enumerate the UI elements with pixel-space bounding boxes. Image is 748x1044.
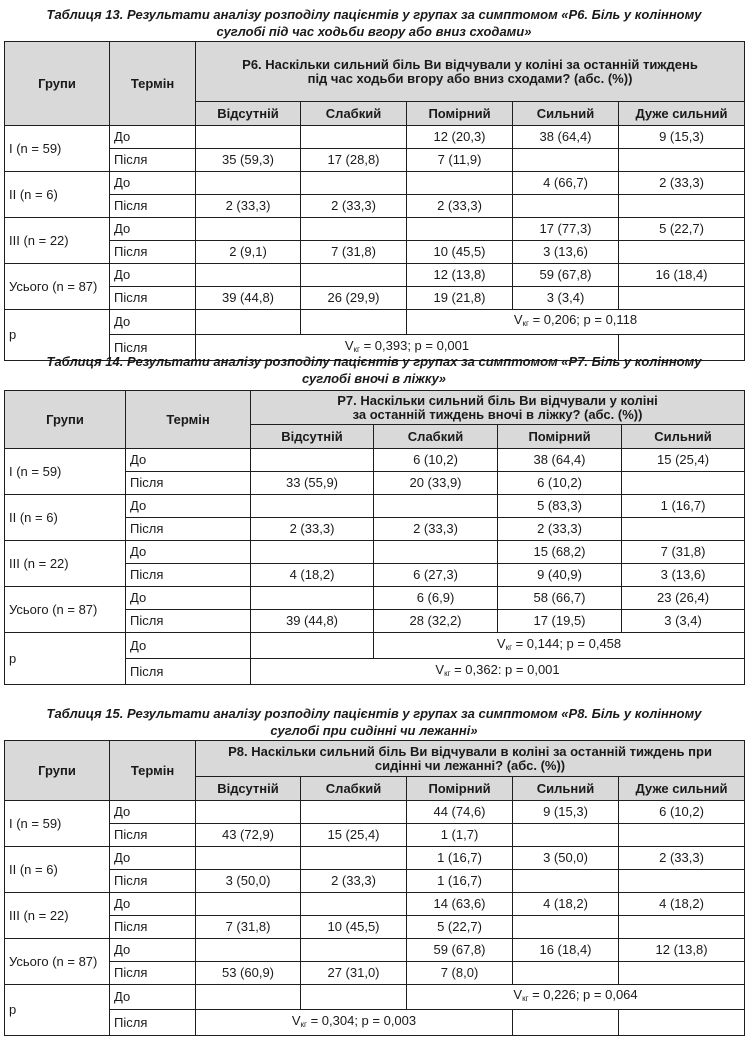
table-row: [5, 541, 745, 564]
cell-value: 59 (67,8): [407, 939, 513, 962]
cell-value: 3 (13,6): [513, 241, 619, 264]
cell-value: 39 (44,8): [251, 610, 374, 633]
column-header-term: Термін: [110, 42, 196, 126]
cell-value: [407, 172, 513, 195]
cell-value: 5 (83,3): [498, 495, 622, 518]
level-header: Дуже сильний: [619, 777, 745, 801]
cell-value: 10 (45,5): [407, 241, 513, 264]
cell-value: 6 (10,2): [619, 801, 745, 824]
cell-value: 16 (18,4): [619, 264, 745, 287]
cell-value: 3 (3,4): [513, 287, 619, 310]
level-header: Відсутній: [251, 425, 374, 449]
cell-value: 2 (33,3): [619, 847, 745, 870]
caption-line: суглобі вночі в ліжку»: [301, 371, 447, 386]
term-after: Після: [126, 610, 251, 633]
cell-value: [301, 893, 407, 916]
header-row: [5, 741, 745, 777]
cell-value: 16 (18,4): [513, 939, 619, 962]
term-after: Після: [110, 962, 196, 985]
cell-value: 6 (6,9): [374, 587, 498, 610]
level-header: Помірний: [498, 425, 622, 449]
term-after: Після: [126, 472, 251, 495]
cell-value: [513, 149, 619, 172]
cell-value: 38 (64,4): [513, 126, 619, 149]
cell-value: 5 (22,7): [619, 218, 745, 241]
cell-value: [196, 893, 301, 916]
column-header-groups: Групи: [5, 741, 110, 801]
cell-value: 15 (25,4): [301, 824, 407, 847]
term-after: Після: [110, 335, 196, 361]
term-after: Після: [126, 518, 251, 541]
term-before: До: [110, 310, 196, 335]
table-row: [5, 939, 745, 962]
column-header-groups: Групи: [5, 42, 110, 126]
cell-value: 3 (3,4): [622, 610, 745, 633]
term-before: До: [126, 449, 251, 472]
cell-value: 2 (33,3): [619, 172, 745, 195]
question-line: P7. Наскільки сильний біль Ви відчували у коліні: [337, 392, 658, 408]
cell-value: 2 (9,1): [196, 241, 301, 264]
cell-value: 1 (16,7): [622, 495, 745, 518]
cell-value: 43 (72,9): [196, 824, 301, 847]
caption-line: суглобі під час ходьби вгору або вниз сходами»: [216, 24, 532, 39]
cell-value: 17 (19,5): [498, 610, 622, 633]
cell-value: 38 (64,4): [498, 449, 622, 472]
cell-value: [513, 916, 619, 939]
p-value-before: $V_{кг} = 0,144$; p = 0,458: [374, 633, 745, 659]
p-value-before: $V_{кг} = 0,206$; p = 0,118: [407, 310, 745, 335]
level-header: Помірний: [407, 102, 513, 126]
cell-value: 2 (33,3): [251, 518, 374, 541]
cell-value: [196, 801, 301, 824]
cell-value: [619, 870, 745, 893]
cell-value: 12 (13,8): [407, 264, 513, 287]
cell-value: [301, 939, 407, 962]
table-15: [4, 740, 745, 1036]
cell-value: [513, 195, 619, 218]
cell-value: 6 (27,3): [374, 564, 498, 587]
cell-value: 59 (67,8): [513, 264, 619, 287]
cell-value: [513, 962, 619, 985]
cell-value: [251, 541, 374, 564]
cell-value: 5 (22,7): [407, 916, 513, 939]
p-value-before: $V_{кг} = 0,226$; p = 0,064: [407, 985, 745, 1010]
term-before: До: [110, 218, 196, 241]
cell-value: 53 (60,9): [196, 962, 301, 985]
cell-value: 39 (44,8): [196, 287, 301, 310]
table-row: [5, 172, 745, 195]
table-row: [5, 241, 745, 264]
empty-cell: [301, 310, 407, 335]
level-header: Сильний: [622, 425, 745, 449]
cell-value: [301, 264, 407, 287]
term-before: До: [126, 633, 251, 659]
term-after: Після: [126, 564, 251, 587]
table-row: [5, 495, 745, 518]
cell-value: 28 (32,2): [374, 610, 498, 633]
level-header: Дуже сильний: [619, 102, 745, 126]
empty-cell: [619, 1010, 745, 1036]
cell-value: 12 (20,3): [407, 126, 513, 149]
table-15-caption: [4, 705, 744, 739]
cell-value: 2 (33,3): [301, 195, 407, 218]
cell-value: 4 (18,2): [251, 564, 374, 587]
p-row: [5, 985, 745, 1010]
cell-value: [513, 824, 619, 847]
header-row: [5, 391, 745, 425]
cell-value: 23 (26,4): [622, 587, 745, 610]
term-before: До: [110, 172, 196, 195]
p-row: [5, 1010, 745, 1036]
cell-value: [301, 847, 407, 870]
p-label: p: [5, 985, 110, 1036]
level-header: Слабкий: [301, 102, 407, 126]
cell-value: [513, 870, 619, 893]
level-header: Сильний: [513, 777, 619, 801]
level-header: Слабкий: [374, 425, 498, 449]
group-label: II (n = 6): [5, 172, 110, 218]
cell-value: [251, 495, 374, 518]
cell-value: [301, 172, 407, 195]
term-before: До: [110, 126, 196, 149]
column-header-term: Термін: [110, 741, 196, 801]
cell-value: 2 (33,3): [301, 870, 407, 893]
question-line: сидінні чи лежанні? (абс. (%)): [374, 757, 566, 773]
table-row: [5, 893, 745, 916]
cell-value: 7 (11,9): [407, 149, 513, 172]
caption-line: Таблиця 14. Результати аналізу розподілу пацієнтів у групах за симптомом «P7. Біль у колінному: [46, 354, 702, 369]
question-header: [196, 741, 745, 777]
cell-value: 17 (77,3): [513, 218, 619, 241]
group-label: Усього (n = 87): [5, 587, 126, 633]
term-before: До: [126, 587, 251, 610]
cell-value: 33 (55,9): [251, 472, 374, 495]
empty-cell: [196, 310, 301, 335]
group-label: I (n = 59): [5, 449, 126, 495]
cell-value: 35 (59,3): [196, 149, 301, 172]
cell-value: 12 (13,8): [619, 939, 745, 962]
cell-value: 10 (45,5): [301, 916, 407, 939]
caption-line: суглобі при сидінні чи лежанні»: [270, 723, 478, 738]
cell-value: 9 (15,3): [619, 126, 745, 149]
term-after: Після: [110, 241, 196, 264]
cell-value: [619, 149, 745, 172]
level-header: Слабкий: [301, 777, 407, 801]
group-label: Усього (n = 87): [5, 264, 110, 310]
cell-value: [622, 472, 745, 495]
group-label: Усього (n = 87): [5, 939, 110, 985]
group-label: III (n = 22): [5, 893, 110, 939]
cell-value: 6 (10,2): [498, 472, 622, 495]
cell-value: [301, 126, 407, 149]
cell-value: [374, 495, 498, 518]
table-14: [4, 390, 745, 685]
cell-value: 7 (31,8): [301, 241, 407, 264]
cell-value: 7 (31,8): [196, 916, 301, 939]
cell-value: 15 (68,2): [498, 541, 622, 564]
cell-value: [619, 241, 745, 264]
term-before: До: [126, 541, 251, 564]
group-label: III (n = 22): [5, 218, 110, 264]
term-after: Після: [110, 287, 196, 310]
table-row: [5, 195, 745, 218]
empty-cell: [513, 1010, 619, 1036]
term-after: Після: [110, 870, 196, 893]
table-13: [4, 41, 745, 361]
p-row: [5, 310, 745, 335]
p-value-after: $V_{кг} = 0,304$; p = 0,003: [196, 1010, 513, 1036]
term-after: Після: [110, 824, 196, 847]
term-before: До: [110, 985, 196, 1010]
cell-value: [374, 541, 498, 564]
cell-value: 15 (25,4): [622, 449, 745, 472]
cell-value: 6 (10,2): [374, 449, 498, 472]
question-header: [196, 42, 745, 102]
empty-cell: [301, 985, 407, 1010]
cell-value: [619, 962, 745, 985]
level-header: Відсутній: [196, 777, 301, 801]
term-after: Після: [110, 195, 196, 218]
cell-value: 3 (50,0): [513, 847, 619, 870]
term-before: До: [110, 893, 196, 916]
question-line: P8. Наскільки сильний біль Ви відчували в коліні за останній тиждень при: [228, 743, 712, 759]
p-label: p: [5, 633, 126, 685]
table-13-caption: [4, 6, 744, 40]
cell-value: [251, 449, 374, 472]
cell-value: [196, 218, 301, 241]
p-value-after: $V_{кг} = 0,393$; p = 0,001: [196, 335, 619, 361]
table-14-caption: [4, 353, 744, 387]
level-header: Відсутній: [196, 102, 301, 126]
caption-line: Таблиця 13. Результати аналізу розподілу пацієнтів у групах за симптомом «P6. Біль у колінному: [46, 7, 702, 22]
column-header-term: Термін: [126, 391, 251, 449]
cell-value: 9 (40,9): [498, 564, 622, 587]
group-label: I (n = 59): [5, 801, 110, 847]
table-row: [5, 218, 745, 241]
cell-value: 19 (21,8): [407, 287, 513, 310]
cell-value: [619, 287, 745, 310]
cell-value: [619, 824, 745, 847]
cell-value: 9 (15,3): [513, 801, 619, 824]
cell-value: 17 (28,8): [301, 149, 407, 172]
table-row: [5, 587, 745, 610]
table-row: [5, 962, 745, 985]
empty-cell: [251, 633, 374, 659]
cell-value: 14 (63,6): [407, 893, 513, 916]
term-after: Після: [110, 1010, 196, 1036]
cell-value: 7 (31,8): [622, 541, 745, 564]
level-header: Сильний: [513, 102, 619, 126]
cell-value: 2 (33,3): [498, 518, 622, 541]
table-row: [5, 824, 745, 847]
term-before: До: [110, 939, 196, 962]
table-row: [5, 801, 745, 824]
question-line: за останній тиждень вночі в ліжку? (абс. (%)): [352, 406, 643, 422]
cell-value: [407, 218, 513, 241]
question-header: [251, 391, 745, 425]
cell-value: [301, 218, 407, 241]
p-row: [5, 633, 745, 659]
table-row: [5, 287, 745, 310]
p-label: p: [5, 310, 110, 361]
cell-value: 1 (16,7): [407, 847, 513, 870]
term-before: До: [110, 264, 196, 287]
cell-value: [301, 801, 407, 824]
cell-value: [622, 518, 745, 541]
cell-value: 3 (13,6): [622, 564, 745, 587]
table-row: [5, 870, 745, 893]
term-after: Після: [110, 149, 196, 172]
group-label: II (n = 6): [5, 847, 110, 893]
cell-value: 4 (18,2): [619, 893, 745, 916]
cell-value: [196, 172, 301, 195]
cell-value: 44 (74,6): [407, 801, 513, 824]
group-label: I (n = 59): [5, 126, 110, 172]
empty-cell: [196, 985, 301, 1010]
cell-value: 26 (29,9): [301, 287, 407, 310]
caption-line: Таблиця 15. Результати аналізу розподілу пацієнтів у групах за симптомом «P8. Біль у колінному: [46, 706, 702, 721]
table-row: [5, 449, 745, 472]
group-label: III (n = 22): [5, 541, 126, 587]
cell-value: [196, 847, 301, 870]
table-row: [5, 264, 745, 287]
cell-value: [251, 587, 374, 610]
term-before: До: [126, 495, 251, 518]
cell-value: 2 (33,3): [196, 195, 301, 218]
column-header-groups: Групи: [5, 391, 126, 449]
cell-value: [196, 264, 301, 287]
table-row: [5, 149, 745, 172]
cell-value: [619, 916, 745, 939]
cell-value: 3 (50,0): [196, 870, 301, 893]
table-row: [5, 847, 745, 870]
header-row: [5, 42, 745, 102]
cell-value: 4 (18,2): [513, 893, 619, 916]
term-before: До: [110, 801, 196, 824]
cell-value: 1 (16,7): [407, 870, 513, 893]
cell-value: 20 (33,9): [374, 472, 498, 495]
term-before: До: [110, 847, 196, 870]
p-value-after: $V_{кг} = 0,362$: p = 0,001: [251, 659, 745, 685]
cell-value: [196, 126, 301, 149]
cell-value: 27 (31,0): [301, 962, 407, 985]
group-label: II (n = 6): [5, 495, 126, 541]
cell-value: 58 (66,7): [498, 587, 622, 610]
cell-value: 1 (1,7): [407, 824, 513, 847]
cell-value: [619, 195, 745, 218]
cell-value: [196, 939, 301, 962]
table-row: [5, 916, 745, 939]
cell-value: 4 (66,7): [513, 172, 619, 195]
question-line: під час ходьби вгору або вниз сходами? (абс. (%)): [307, 70, 633, 86]
term-after: Після: [110, 916, 196, 939]
term-after: Після: [126, 659, 251, 685]
table-row: [5, 126, 745, 149]
question-line: P6. Наскільки сильний біль Ви відчували у коліні за останній тиждень: [242, 56, 698, 72]
level-header: Помірний: [407, 777, 513, 801]
cell-value: 7 (8,0): [407, 962, 513, 985]
cell-value: 2 (33,3): [374, 518, 498, 541]
cell-value: 2 (33,3): [407, 195, 513, 218]
